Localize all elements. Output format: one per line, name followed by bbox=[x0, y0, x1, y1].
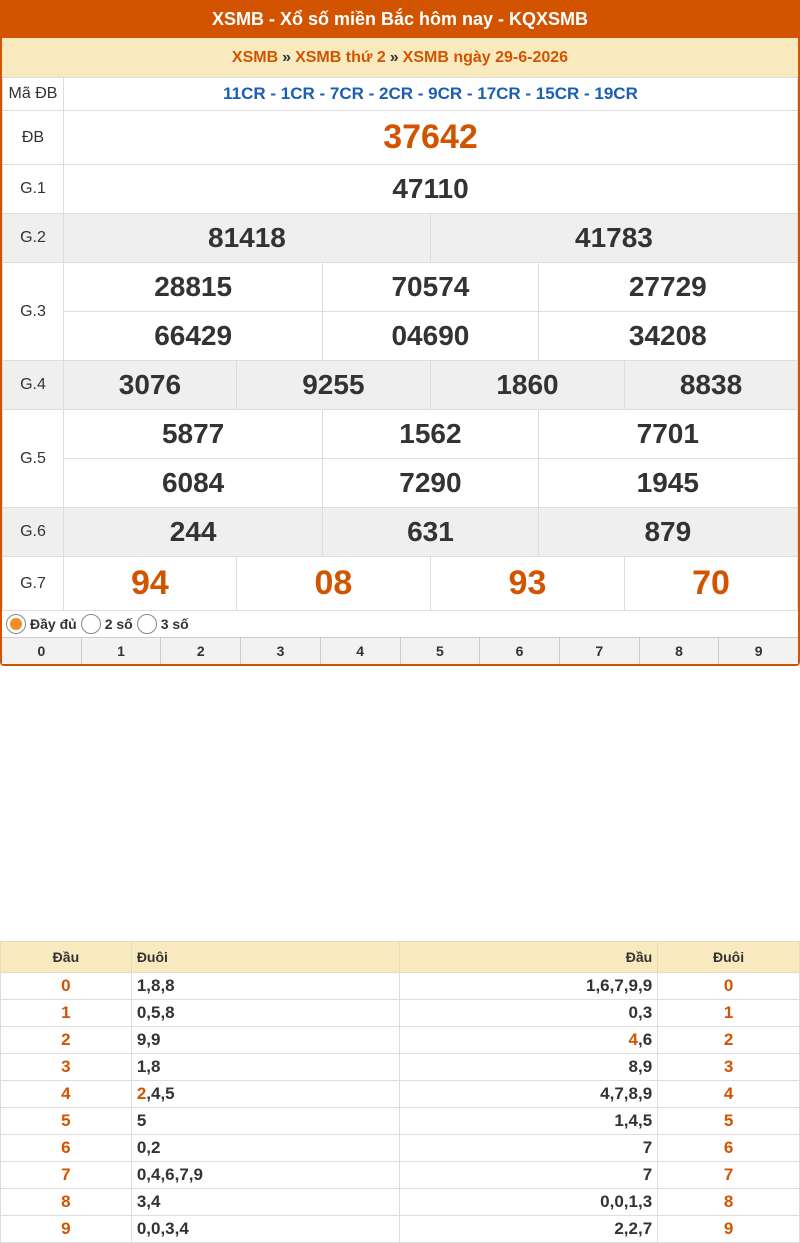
prize-g4-number: 9255 bbox=[236, 361, 430, 410]
prize-g4-number: 3076 bbox=[64, 361, 237, 410]
prize-db-number: 37642 bbox=[64, 111, 798, 165]
dau2-cell: 0,0,1,3 bbox=[400, 1189, 658, 1216]
prize-g6-number: 631 bbox=[323, 508, 538, 557]
digit-button[interactable]: 9 bbox=[754, 643, 763, 659]
label-g4: G.4 bbox=[3, 361, 64, 410]
row-g3 bbox=[3, 312, 798, 361]
radio-2-so[interactable] bbox=[81, 614, 101, 634]
ma-db-codes: 11CR - 1CR - 7CR - 2CR - 9CR - 17CR - 15CR - 19CR bbox=[64, 78, 798, 111]
duoi-rest: ,4,5 bbox=[146, 1084, 175, 1103]
dau-cell: 4 bbox=[1, 1081, 132, 1108]
dau-cell: 6 bbox=[1, 1135, 132, 1162]
breadcrumb-separator: » bbox=[389, 48, 399, 66]
duoi2-cell: 2 bbox=[658, 1027, 800, 1054]
duoi-cell: 5 bbox=[131, 1108, 400, 1135]
dau2-rest: ,6 bbox=[637, 1030, 653, 1049]
prize-g4-number: 1860 bbox=[430, 361, 624, 410]
duoi-cell: 3,4 bbox=[131, 1189, 400, 1216]
table-row bbox=[1, 1162, 800, 1189]
highlight-digit: 2 bbox=[136, 1084, 147, 1103]
prize-g3-number: 04690 bbox=[323, 312, 538, 361]
digit-button[interactable]: 0 bbox=[2, 638, 82, 664]
label-g3: G.3 bbox=[3, 263, 64, 361]
prize-g3-number: 34208 bbox=[538, 312, 797, 361]
duoi-cell: 0,5,8 bbox=[131, 1000, 400, 1027]
row-g7 bbox=[3, 557, 798, 611]
row-g1 bbox=[3, 165, 798, 214]
dau2-cell: 2,2,7 bbox=[400, 1216, 658, 1243]
table-row bbox=[1, 1081, 800, 1108]
dau2-cell: 0,3 bbox=[400, 1000, 658, 1027]
duoi-cell: 1,8 bbox=[131, 1054, 400, 1081]
table-row bbox=[1, 1054, 800, 1081]
row-db bbox=[3, 111, 798, 165]
digit-button[interactable]: 7 bbox=[560, 638, 640, 664]
digit-button[interactable]: 8 bbox=[640, 638, 720, 664]
results-table bbox=[2, 77, 798, 611]
breadcrumb-link-thu2[interactable]: XSMB thứ 2 bbox=[295, 48, 386, 66]
duoi2-cell: 0 bbox=[658, 973, 800, 1000]
dau2-cell: 7 bbox=[400, 1162, 658, 1189]
dau2-cell bbox=[400, 1027, 658, 1054]
duoi-cell: 1,8,8 bbox=[131, 973, 400, 1000]
highlight-digit: 4 bbox=[628, 1030, 638, 1049]
dau-duoi-table bbox=[0, 941, 800, 1243]
prize-g3-number: 27729 bbox=[538, 263, 797, 312]
dau-cell: 2 bbox=[1, 1027, 132, 1054]
prize-g6-number: 879 bbox=[538, 508, 797, 557]
dau-cell: 0 bbox=[1, 973, 132, 1000]
prize-g2-number: 41783 bbox=[430, 214, 797, 263]
duoi2-cell: 4 bbox=[658, 1081, 800, 1108]
label-ma-db: Mã ĐB bbox=[3, 78, 64, 111]
duoi2-cell: 9 bbox=[658, 1216, 800, 1243]
table-row bbox=[1, 1000, 800, 1027]
prize-g5-number: 6084 bbox=[64, 459, 323, 508]
dau-cell: 1 bbox=[1, 1000, 132, 1027]
radio-3-so[interactable] bbox=[137, 614, 157, 634]
prize-g7-number: 70 bbox=[625, 557, 798, 611]
dau-cell: 9 bbox=[1, 1216, 132, 1243]
dau2-cell: 1,4,5 bbox=[400, 1108, 658, 1135]
dau2-cell: 8,9 bbox=[400, 1054, 658, 1081]
duoi-cell: 0,2 bbox=[131, 1135, 400, 1162]
dau2-cell: 4,7,8,9 bbox=[400, 1081, 658, 1108]
prize-g5-number: 1562 bbox=[323, 410, 538, 459]
label-g2: G.2 bbox=[3, 214, 64, 263]
digit-button[interactable]: 5 bbox=[401, 638, 481, 664]
prize-g2-number: 81418 bbox=[64, 214, 431, 263]
header-dau: Đầu bbox=[1, 942, 132, 973]
dau2-cell: 7 bbox=[400, 1135, 658, 1162]
breadcrumb-separator: » bbox=[282, 48, 292, 66]
prize-g7-number: 94 bbox=[64, 557, 237, 611]
row-g5 bbox=[3, 410, 798, 459]
prize-g4-number: 8838 bbox=[625, 361, 798, 410]
option-full[interactable] bbox=[6, 614, 77, 634]
row-ma-db bbox=[3, 78, 798, 111]
duoi2-cell: 6 bbox=[658, 1135, 800, 1162]
dau-cell: 3 bbox=[1, 1054, 132, 1081]
prize-g3-number: 66429 bbox=[64, 312, 323, 361]
label-db: ĐB bbox=[3, 111, 64, 165]
prize-g7-number: 93 bbox=[430, 557, 624, 611]
label-g7: G.7 bbox=[3, 557, 64, 611]
row-g5 bbox=[3, 459, 798, 508]
header-duoi: Đuôi bbox=[131, 942, 400, 973]
table-row bbox=[1, 1027, 800, 1054]
duoi-cell: 0,0,3,4 bbox=[131, 1216, 400, 1243]
duoi2-cell: 3 bbox=[658, 1054, 800, 1081]
prize-g5-number: 1945 bbox=[538, 459, 797, 508]
duoi-cell: 0,4,6,7,9 bbox=[131, 1162, 400, 1189]
option-full-label: Đầy đủ bbox=[30, 616, 77, 632]
duoi2-cell: 1 bbox=[658, 1000, 800, 1027]
table-row bbox=[1, 1216, 800, 1243]
prize-g3-number: 28815 bbox=[64, 263, 323, 312]
option-3-so[interactable] bbox=[137, 614, 189, 634]
table-row bbox=[1, 973, 800, 1000]
prize-g1-number: 47110 bbox=[64, 165, 798, 214]
label-g1: G.1 bbox=[3, 165, 64, 214]
label-g5: G.5 bbox=[3, 410, 64, 508]
row-g2 bbox=[3, 214, 798, 263]
dau-duoi-header bbox=[1, 942, 800, 973]
row-g3 bbox=[3, 263, 798, 312]
dau-cell: 5 bbox=[1, 1108, 132, 1135]
header-dau-2: Đầu bbox=[400, 942, 658, 973]
breadcrumb-link-date[interactable]: XSMB ngày 29-6-2026 bbox=[402, 48, 569, 66]
digit-button[interactable]: 2 bbox=[161, 638, 241, 664]
duoi2-cell: 7 bbox=[658, 1162, 800, 1189]
duoi-cell bbox=[131, 1081, 400, 1108]
table-row bbox=[1, 1189, 800, 1216]
prize-g6-number: 244 bbox=[64, 508, 323, 557]
prize-g5-number: 7290 bbox=[323, 459, 538, 508]
option-3-so-label: 3 số bbox=[160, 616, 189, 632]
option-2-so-label: 2 số bbox=[104, 616, 133, 632]
duoi2-cell: 8 bbox=[658, 1189, 800, 1216]
prize-g3-number: 70574 bbox=[323, 263, 538, 312]
breadcrumb-link-xsmb[interactable]: XSMB bbox=[231, 48, 279, 66]
display-options bbox=[6, 611, 193, 637]
prize-g5-number: 5877 bbox=[64, 410, 323, 459]
row-g6 bbox=[3, 508, 798, 557]
digit-highlight-bar bbox=[2, 637, 798, 664]
dau-cell: 7 bbox=[1, 1162, 132, 1189]
duoi-cell: 9,9 bbox=[131, 1027, 400, 1054]
dau2-cell: 1,6,7,9,9 bbox=[400, 973, 658, 1000]
prize-g7-number: 08 bbox=[236, 557, 430, 611]
prize-g5-number: 7701 bbox=[538, 410, 797, 459]
row-g4 bbox=[3, 361, 798, 410]
table-row bbox=[1, 1108, 800, 1135]
dau-cell: 8 bbox=[1, 1189, 132, 1216]
table-row bbox=[1, 1135, 800, 1162]
digit-button[interactable]: 6 bbox=[480, 638, 560, 664]
label-g6: G.6 bbox=[3, 508, 64, 557]
digit-button[interactable]: 4 bbox=[321, 638, 401, 664]
digit-button[interactable]: 3 bbox=[241, 638, 321, 664]
duoi2-cell: 5 bbox=[658, 1108, 800, 1135]
digit-button[interactable]: 1 bbox=[82, 638, 162, 664]
breadcrumb bbox=[2, 38, 798, 77]
header-duoi-2: Đuôi bbox=[658, 942, 800, 973]
radio-full[interactable] bbox=[6, 614, 26, 634]
option-2-so[interactable] bbox=[81, 614, 133, 634]
page-title: XSMB - Xổ số miền Bắc hôm nay - KQXSMB bbox=[0, 0, 800, 38]
